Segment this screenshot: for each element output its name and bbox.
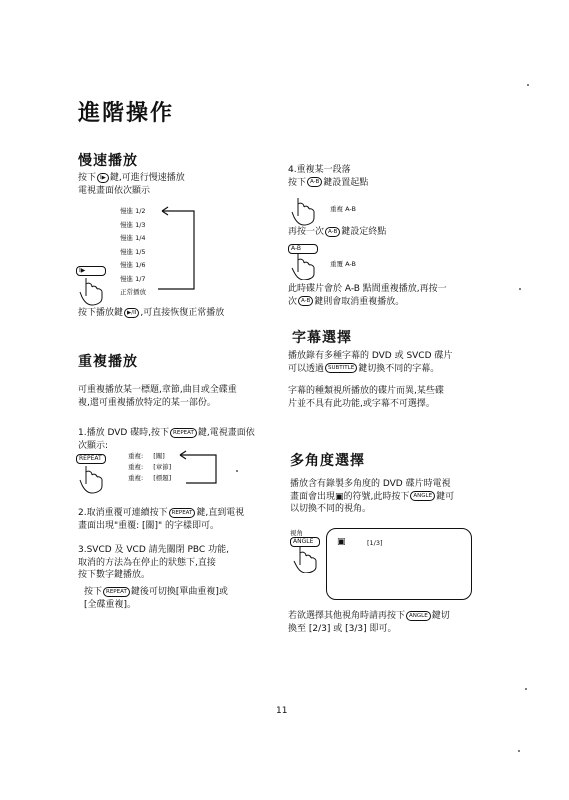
angle-label: 視角 xyxy=(290,529,303,537)
slow-heading: 慢速播放 xyxy=(78,153,138,169)
menu-row: 重複: [標題] xyxy=(128,474,172,482)
repeat-key-icon: REPEAT xyxy=(76,454,106,464)
ab-key: A-B xyxy=(307,177,322,187)
scan-dot xyxy=(236,470,238,472)
speed-item: 慢進 1/7 xyxy=(120,274,146,283)
page-title: 進階操作 xyxy=(78,101,175,126)
angle-indicator: [1/3] xyxy=(367,539,383,547)
hand-press-angle xyxy=(290,529,320,577)
hand-press-ab xyxy=(288,244,318,284)
subtitle-key: SUBTITLE xyxy=(325,363,357,373)
scan-dot xyxy=(527,84,529,86)
repeat-menu xyxy=(128,452,171,485)
hand-icon xyxy=(290,547,320,573)
camera-icon: ▣ xyxy=(337,537,346,547)
ab-end: 再按一次 A-B 鍵設定終點 xyxy=(288,227,387,237)
repeat-step3: 3.SVCD 及 VCD 請先關閉 PBC 功能, 取消的方法為在停止的狀態下,直接 按下數字鍵播放。 xyxy=(78,545,229,580)
hand-icon xyxy=(288,254,318,280)
page-number: 11 xyxy=(276,706,288,716)
slow-intro: 按下 I▶ 鍵,可進行慢速播放 電視畫面依次顯示 xyxy=(78,173,185,196)
menu-row: 重複: [章節] xyxy=(128,463,172,471)
repeat-step2: 2.取消重覆可連續按下 REPEAT 鍵,直到電視 畫面出現"重覆: [關]" 的字樣即可。 xyxy=(78,508,245,531)
repeat-key: REPEAT xyxy=(169,508,196,518)
speed-item: 慢進 1/3 xyxy=(120,220,146,229)
cycle-arrow-icon xyxy=(172,449,222,489)
angle-key: ANGLE xyxy=(406,611,431,621)
ab-key: A-B xyxy=(298,296,313,306)
speed-item: 慢進 1/5 xyxy=(120,247,146,256)
hand-press-slow xyxy=(76,266,106,310)
tv-screen xyxy=(326,528,472,600)
camera-icon: ▣ xyxy=(335,491,344,502)
play-pause-key: ▶/II xyxy=(124,308,139,318)
speed-item: 慢進 1/6 xyxy=(120,261,146,269)
repeat-key: REPEAT xyxy=(103,587,130,597)
ab-screen-repeat: 重覆 A-B xyxy=(330,260,356,268)
speed-item: 慢進 1/4 xyxy=(120,234,146,242)
ab-screen-start: 重複 A-B xyxy=(330,205,356,213)
scan-dot xyxy=(519,288,521,290)
slow-key-icon: I▶ xyxy=(76,266,106,276)
ab-key: A-B xyxy=(325,227,340,237)
subtitle-p2: 字幕的種類視所播放的碟片而異,某些碟 片並不具有此功能,或字幕不可選擇。 xyxy=(288,386,444,409)
angle-key: ANGLE xyxy=(410,491,435,501)
repeat-key: REPEAT xyxy=(170,428,197,438)
subtitle-heading: 字幕選擇 xyxy=(292,330,352,346)
slow-speed-list xyxy=(120,207,146,302)
angle-p1: 播放含有錄製多角度的 DVD 碟片時電視 畫面會出現▣的符號,此時按下 ANGLE 鍵可 以切換不同的視角。 xyxy=(290,479,455,514)
angle-heading: 多角度選擇 xyxy=(290,453,365,469)
repeat-step1: 1.播放 DVD 碟時,按下 REPEAT 鍵,電視畫面依 次顯示: xyxy=(78,428,255,451)
hand-icon xyxy=(76,276,106,306)
speed-item: 正常播放 xyxy=(120,288,146,296)
angle-p2: 若欲選擇其他視角時請再按下 ANGLE 鍵切 換至 [2/3] 或 [3/3] 即可。 xyxy=(288,611,450,634)
speed-item: 慢進 1/2 xyxy=(120,207,146,215)
hand-icon xyxy=(288,196,318,226)
repeat-intro: 可重複播放某一標題,章節,曲目或全碟重 複,還可重複播放特定的某一部份。 xyxy=(78,385,237,408)
hand-icon xyxy=(76,464,106,494)
hand-press-repeat xyxy=(76,454,106,498)
scan-dot xyxy=(525,688,527,690)
menu-row: 重複: [關] xyxy=(128,452,165,460)
ab-key-icon: A-B xyxy=(288,244,318,254)
scan-dot xyxy=(518,750,520,752)
angle-key-icon: ANGLE xyxy=(290,537,320,547)
cycle-arrow-icon xyxy=(150,205,200,297)
subtitle-p1: 播放錄有多種字幕的 DVD 或 SVCD 碟片 可以透過 SUBTITLE 鍵切換不同的字幕。 xyxy=(288,351,453,374)
ab-note: 此時碟片會於 A-B 點間重複播放,再按一 次 A-B 鍵則會取消重複播放。 xyxy=(288,284,447,307)
repeat-heading: 重複播放 xyxy=(78,354,138,370)
slow-footer: 按下播放鍵 ▶/II ,可直接恢復正常播放 xyxy=(78,308,225,318)
ab-heading: 4.重複某一段落 按下 A-B 鍵設置起點 xyxy=(288,165,369,188)
slow-forward-key: I▶ xyxy=(97,173,109,183)
repeat-step4: 按下 REPEAT 鍵後可切換[單曲重複]或 [全碟重複]。 xyxy=(84,587,228,610)
